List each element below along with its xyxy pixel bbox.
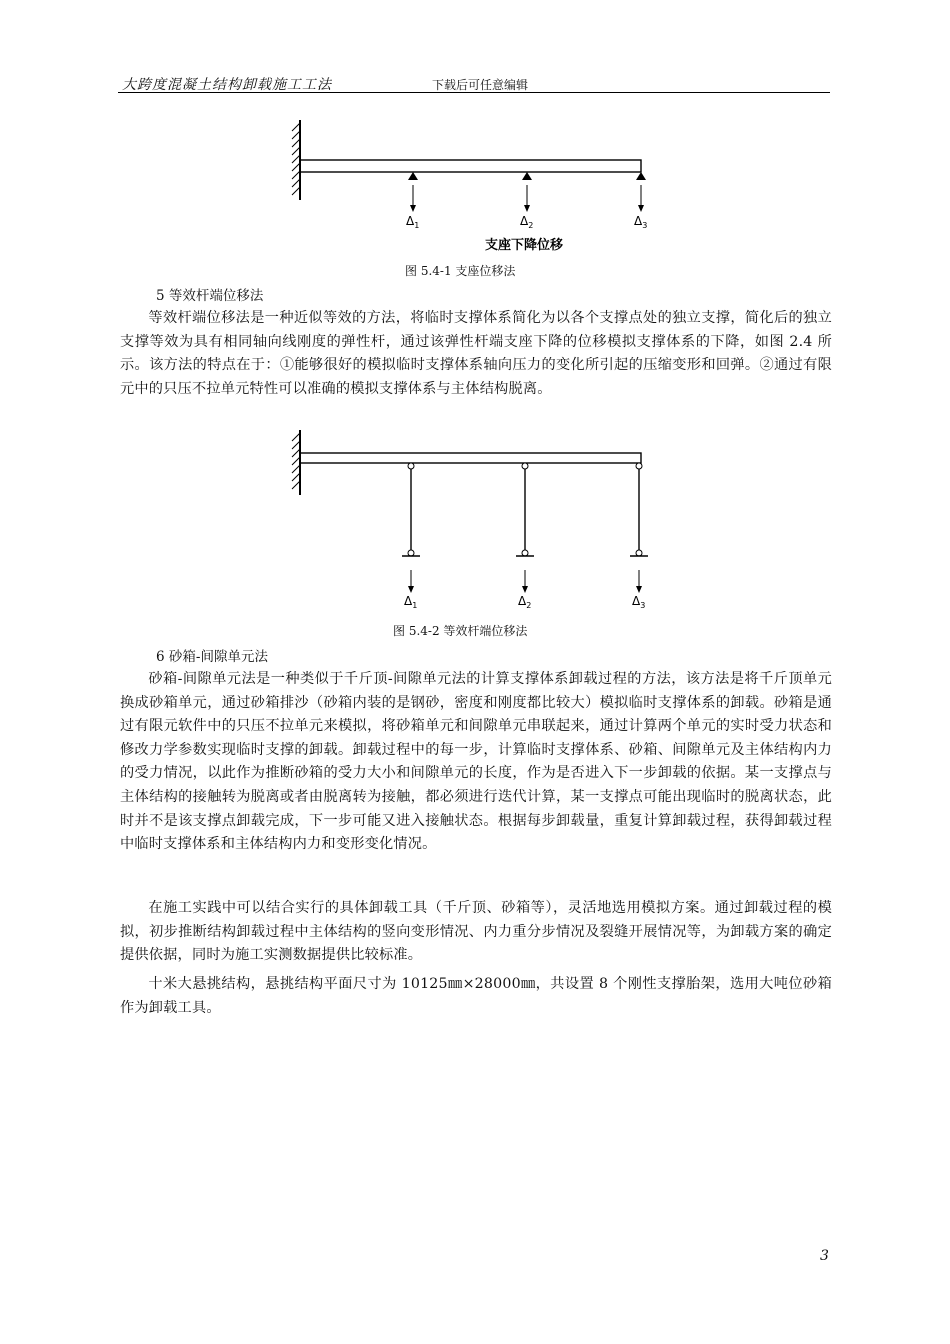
- figure-equivalent-bar: [280, 425, 660, 615]
- section-6-paragraph-1: 砂箱-间隙单元法是一种类似于千斤顶-间隙单元法的计算支撑体系卸载过程的方法，该方法是将千斤顶单元换成砂箱单元，通过砂箱排沙（砂箱内装的是钢砂，密度和刚度都比较大）模拟临时支撑体系的卸载。砂箱是通过有限元软件中的只压不拉单元来模拟，将砂箱单元和间隙单元串联起来，通过计算两个单元的实时受力状态和修改力学参数实现临时支撑的卸载。卸载过程中的每一步，计算临时支撑体系、砂箱、间隙单元及主体结构内力的受力情况，以此作为推断砂箱的受力大小和间隙单元的长度，作为是否进入下一步卸载的依据。某一支撑点与主体结构的接触转为脱离或者由脱离转为接触，都必须进行迭代计算，某一支撑点可能出现临时的脱离状态，此时并不是该支撑点卸载完成，下一步可能又进入接触状态。根据每步卸载量，重复计算卸载过程，获得卸载过程中临时支撑体系和主体结构内力和变形变化情况。: [120, 671, 832, 853]
- section-5-paragraph: 等效杆端位移法是一种近似等效的方法，将临时支撑体系简化为以各个支撑点处的独立支撑，简化后的独立支撑等效为具有相同轴向线刚度的弹性杆，通过该弹性杆端支座下降的位移模拟支撑体系的下降，如图 2.4 所示。该方法的特点在于：①能够很好的模拟临时支撑体系轴向压力的变化所引起的压缩变形和回弹。②通过有限元中的只压不拉单元特性可以准确的模拟支撑体系与主体结构脱离。: [120, 310, 832, 397]
- bar-2: [516, 463, 534, 593]
- delta-1-label: $\Delta_1$: [404, 594, 418, 610]
- beam: [300, 453, 641, 463]
- section-6-heading: 6 砂箱-间隙单元法: [156, 649, 268, 665]
- delta-2-label: $\Delta_2$: [520, 214, 534, 230]
- support-1: [408, 172, 418, 212]
- page-number: 3: [820, 1248, 829, 1264]
- delta-3-label: $\Delta_3$: [632, 594, 646, 610]
- delta-2-label: $\Delta_2$: [518, 594, 532, 610]
- figure-2-drawing: [280, 425, 660, 615]
- delta-3-label: $\Delta_3$: [634, 214, 648, 230]
- header-rule: [118, 92, 830, 93]
- section-5-heading: 5 等效杆端位移法: [156, 288, 264, 304]
- wall-hatch: [292, 433, 300, 489]
- figure-1-drawing: [280, 115, 660, 260]
- figure-2-caption: 图 5.4-2 等效杆端位移法: [393, 624, 528, 638]
- figure-support-displacement: [280, 115, 660, 260]
- figure-1-inner-label: 支座下降位移: [485, 238, 564, 253]
- figure-1-caption: 图 5.4-1 支座位移法: [405, 264, 516, 278]
- header-title: 大跨度混凝土结构卸载施工工法: [122, 77, 332, 93]
- wall-hatch: [292, 123, 300, 195]
- support-3: [636, 172, 646, 212]
- bar-3: [630, 463, 648, 593]
- section-6-paragraph-2: 在施工实践中可以结合实行的具体卸载工具（千斤顶、砂箱等），灵活地选用模拟方案。通过卸载过程的模拟，初步推断结构卸载过程中主体结构的竖向变形情况、内力重分步情况及裂缝开展情况等，为卸载方案的确定提供依据，同时为施工实测数据提供比较标准。: [120, 900, 832, 964]
- header-note: 下载后可任意编辑: [432, 78, 529, 92]
- bar-1: [402, 463, 420, 593]
- support-2: [522, 172, 532, 212]
- beam: [300, 160, 641, 172]
- delta-1-label: $\Delta_1$: [406, 214, 420, 230]
- section-6-paragraph-3: 十米大悬挑结构，悬挑结构平面尺寸为 10125㎜×28000㎜，共设置 8 个刚性支撑胎架，选用大吨位砂箱作为卸载工具。: [120, 976, 832, 1016]
